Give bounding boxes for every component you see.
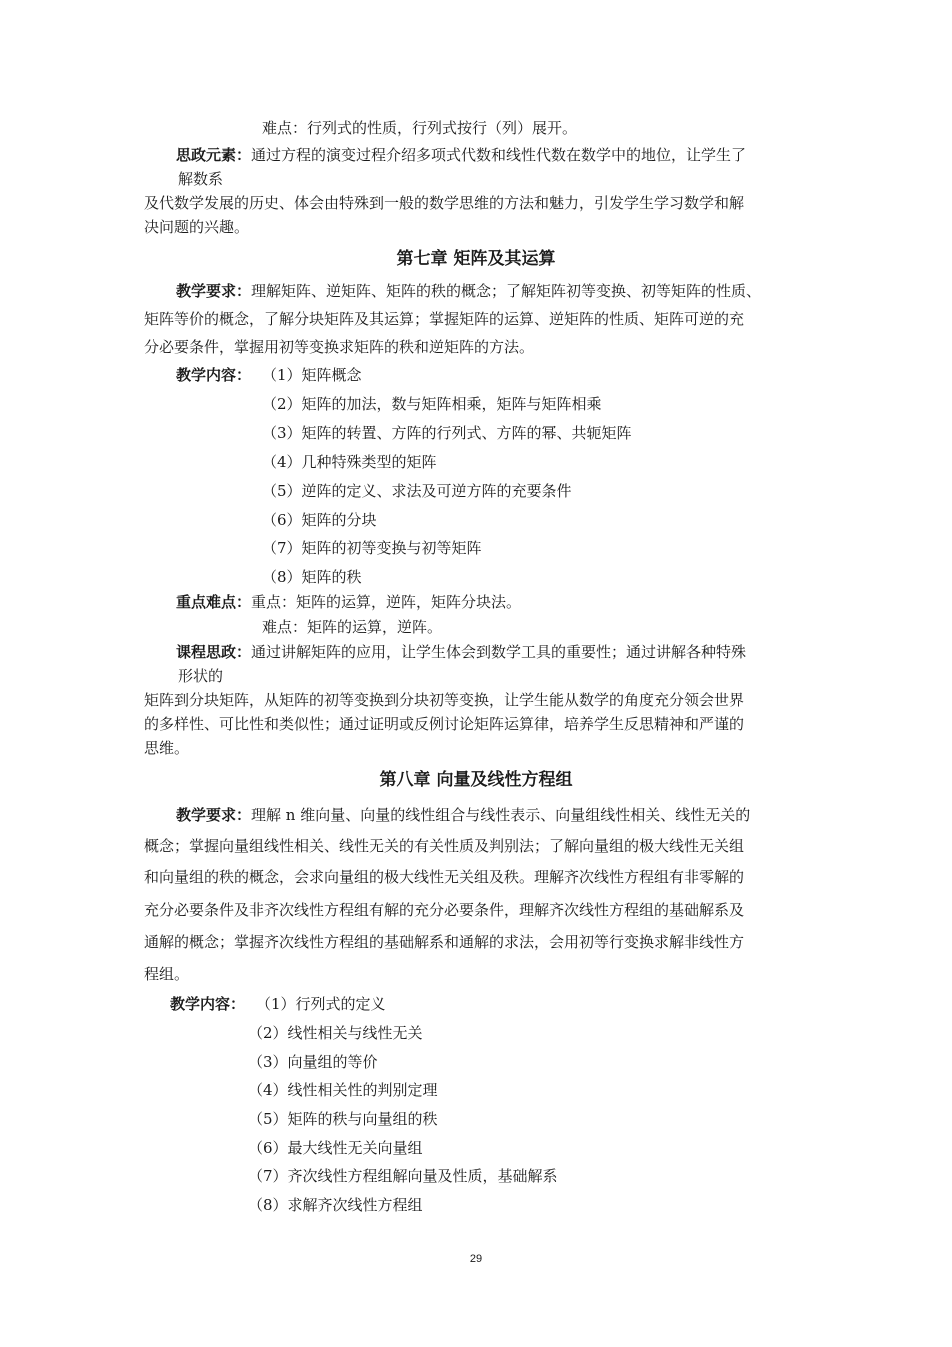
ch8-req-line-1: 教学要求：理解 n 维向量、向量的线性组合与线性表示、向量组线性相关、线性无关的: [176, 806, 751, 824]
page-number: 29: [469, 1253, 483, 1265]
ch7-item-6: （6）矩阵的分块: [262, 511, 377, 529]
ch7-item-7: （7）矩阵的初等变换与初等矩阵: [262, 539, 482, 557]
prev-ideology-line-3: 及代数学发展的历史、体会由特殊到一般的数学思维的方法和魅力，引发学生学习数学和解: [144, 194, 745, 212]
ch7-item-1: （1）矩阵概念: [262, 366, 362, 384]
ch7-ideology-line-2: 形状的: [178, 667, 224, 685]
ch7-req-line-2: 矩阵等价的概念，了解分块矩阵及其运算；掌握矩阵的运算、逆矩阵的性质、矩阵可逆的充: [144, 310, 745, 328]
ch7-ideology-label: 课程思政：: [176, 643, 252, 661]
ch7-req-label: 教学要求：: [176, 282, 252, 300]
ch7-item-4: （4）几种特殊类型的矩阵: [262, 453, 437, 471]
prev-ideology-line-2: 解数系: [178, 170, 224, 188]
ch7-key-label: 重点难点：: [176, 593, 252, 611]
chapter-7-title: 第七章 矩阵及其运算: [396, 249, 556, 269]
ch8-req-line-6: 程组。: [144, 965, 190, 983]
ch8-req-line-4: 充分必要条件及非齐次线性方程组有解的充分必要条件，理解齐次线性方程组的基础解系及: [144, 901, 745, 919]
ch8-req-label: 教学要求：: [176, 806, 252, 824]
ch7-item-2: （2）矩阵的加法，数与矩阵相乘，矩阵与矩阵相乘: [262, 395, 602, 413]
ch7-item-8: （8）矩阵的秩: [262, 568, 362, 586]
ch7-req-line-1: 教学要求：理解矩阵、逆矩阵、矩阵的秩的概念；了解矩阵初等变换、初等矩阵的性质、: [176, 282, 762, 300]
ch7-ideology-line-1: 课程思政：通过讲解矩阵的应用，让学生体会到数学工具的重要性；通过讲解各种特殊: [176, 643, 747, 661]
ch7-content-label: 教学内容：: [176, 366, 252, 384]
ch7-ideology-line-3: 矩阵到分块矩阵，从矩阵的初等变换到分块初等变换，让学生能从数学的角度充分领会世界: [144, 691, 745, 709]
ch7-difficulty: 难点：矩阵的运算，逆阵。: [262, 618, 443, 636]
ch7-key-point-line: 重点难点：重点：矩阵的运算，逆阵，矩阵分块法。: [176, 593, 522, 611]
ch8-item-6: （6）最大线性无关向量组: [248, 1139, 423, 1157]
ch8-req-line-5: 通解的概念；掌握齐次线性方程组的基础解系和通解的求法，会用初等行变换求解非线性方: [144, 933, 745, 951]
ch7-item-3: （3）矩阵的转置、方阵的行列式、方阵的幂、共轭矩阵: [262, 424, 632, 442]
ch8-item-7: （7）齐次线性方程组解向量及性质，基础解系: [248, 1167, 558, 1185]
ch8-item-4: （4）线性相关性的判别定理: [248, 1081, 438, 1099]
ch8-item-1: （1）行列式的定义: [256, 995, 386, 1013]
prev-ideology-line-1: 思政元素：通过方程的演变过程介绍多项式代数和线性代数在数学中的地位，让学生了: [176, 146, 747, 164]
prev-ideology-label: 思政元素：: [176, 146, 252, 164]
ch7-ideology-line-4: 的多样性、可比性和类似性；通过证明或反例讨论矩阵运算律，培养学生反思精神和严谨的: [144, 715, 745, 733]
ch8-item-5: （5）矩阵的秩与向量组的秩: [248, 1110, 438, 1128]
ch7-item-5: （5）逆阵的定义、求法及可逆方阵的充要条件: [262, 482, 572, 500]
prev-ideology-line-4: 决问题的兴趣。: [144, 218, 250, 236]
ch7-req-line-3: 分必要条件，掌握用初等变换求矩阵的秩和逆矩阵的方法。: [144, 338, 535, 356]
prev-difficulty: 难点：行列式的性质，行列式按行（列）展开。: [262, 119, 578, 137]
ch8-req-line-3: 和向量组的秩的概念，会求向量组的极大线性无关组及秩。理解齐次线性方程组有非零解的: [144, 868, 745, 886]
ch8-item-3: （3）向量组的等价: [248, 1053, 378, 1071]
chapter-8-title: 第八章 向量及线性方程组: [379, 770, 573, 790]
ch8-item-8: （8）求解齐次线性方程组: [248, 1196, 423, 1214]
ch8-item-2: （2）线性相关与线性无关: [248, 1024, 423, 1042]
ch7-ideology-line-5: 思维。: [144, 739, 190, 757]
ch8-req-line-2: 概念；掌握向量组线性相关、线性无关的有关性质及判别法；了解向量组的极大线性无关组: [144, 837, 745, 855]
ch8-content-label: 教学内容：: [170, 995, 246, 1013]
